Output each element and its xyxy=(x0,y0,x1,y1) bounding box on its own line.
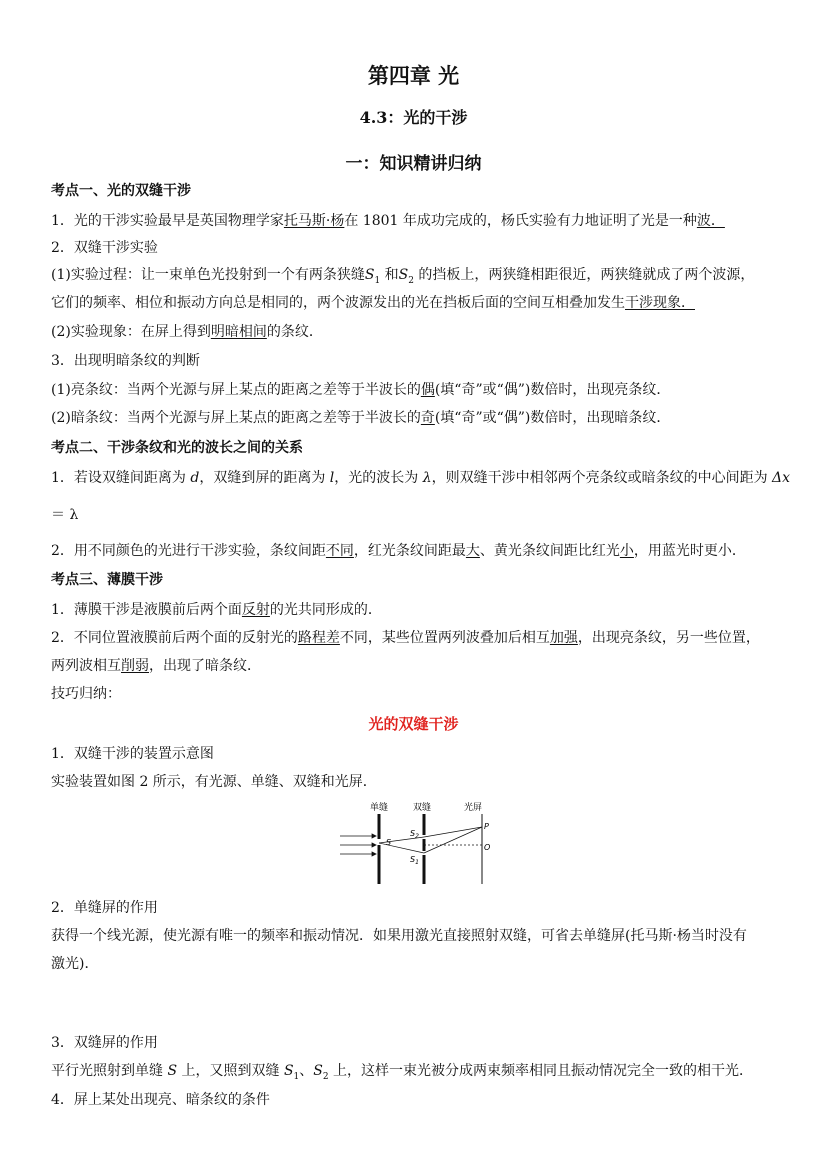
tips-s3-head: 3．双缝屏的作用 xyxy=(51,1035,158,1051)
k3-line1: 1．薄膜干涉是液膜前后两个面反射的光共同形成的． xyxy=(51,602,382,618)
k1-line6: 3．出现明暗条纹的判断 xyxy=(51,353,200,369)
tips-s2-line1: 获得一个线光源，使光源有唯一的频率和振动情况．如果用激光直接照射双缝，可省去单缝屏(托马斯·杨当时没有 xyxy=(51,928,747,944)
label-s: S xyxy=(386,838,392,847)
label-double-slit: 双缝 xyxy=(413,803,432,813)
tips-label: 技巧归纳： xyxy=(51,686,121,702)
tips-s1-head: 1．双缝干涉的装置示意图 xyxy=(51,746,214,762)
label-s2: $S_2$ xyxy=(410,829,419,840)
k1-line8: (2)暗条纹：当两个光源与屏上某点的距离之差等于半波长的奇(填“奇”或“偶”)数倍时，出现暗条纹． xyxy=(51,410,671,426)
part-title: 一：知识精讲归纳 xyxy=(345,154,482,174)
incoming-light-arrows xyxy=(340,834,376,856)
tips-s4-head: 4．屏上某处出现亮、暗条纹的条件 xyxy=(51,1092,270,1108)
k2-line1: 1．若设双缝间距离为 d，双缝到屏的距离为 l，光的波长为 λ，则双缝干涉中相邻两个亮条纹或暗条纹的中心间距为 Δx xyxy=(51,470,791,486)
tips-s2-head: 2．单缝屏的作用 xyxy=(51,900,158,916)
answer-interference: 干涉现象． xyxy=(625,295,695,311)
k1-line3: (1)实验过程：让一束单色光投射到一个有两条狭缝$S_1$ 和$S_2$ 的挡板上，两狭缝相距很近，两狭缝就成了两个波源， xyxy=(51,267,755,286)
answer-odd: 奇 xyxy=(420,410,435,426)
k1-line4: 它们的频率、相位和振动方向总是相同的，两个波源发出的光在挡板后面的空间互相叠加发生干涉现象． xyxy=(51,295,695,311)
k3-heading: 考点三、薄膜干涉 xyxy=(51,572,163,588)
k1-line5: (2)实验现象：在屏上得到明暗相间的条纹． xyxy=(51,324,323,340)
answer-fringes: 明暗相间 xyxy=(210,324,267,340)
k3-line2: 2．不同位置液膜前后两个面的反射光的路程差不同，某些位置两列波叠加后相互加强，出现亮条纹，另一些位置， xyxy=(51,630,760,646)
section-title: 4.3：光的干涉 xyxy=(359,108,468,127)
label-s1: $S_1$ xyxy=(410,855,419,866)
label-p: P xyxy=(484,822,489,831)
k3-line3: 两列波相互削弱，出现了暗条纹． xyxy=(51,658,261,674)
chapter-title: 第四章 光 xyxy=(367,63,460,88)
tips-title: 光的双缝干涉 xyxy=(368,715,459,733)
tips-s2-line2: 激光)． xyxy=(51,956,99,972)
k1-line7: (1)亮条纹：当两个光源与屏上某点的距离之差等于半波长的偶(填“奇”或“偶”)数倍时，出现亮条纹． xyxy=(51,382,671,398)
k1-line2: 2．双缝干涉实验 xyxy=(51,240,158,256)
tips-s1-text: 实验装置如图 2 所示，有光源、单缝、双缝和光屏． xyxy=(51,774,377,790)
k2-line3: 2．用不同颜色的光进行干涉实验，条纹间距不同，红光条纹间距最大、黄光条纹间距比红光小，用蓝光时更小． xyxy=(51,543,746,559)
double-slit-diagram xyxy=(330,798,500,888)
k1-line1: 1．光的干涉实验最早是英国物理学家托马斯·杨在 1801 年成功完成的，杨氏实验有力地证明了光是一种波． xyxy=(51,213,725,229)
light-rays xyxy=(379,827,482,853)
label-single-slit: 单缝 xyxy=(370,803,389,813)
slit-midpoint xyxy=(423,844,426,847)
label-screen: 光屏 xyxy=(464,803,483,813)
answer-even: 偶 xyxy=(420,382,435,398)
answer-thomas-young: 托马斯·杨 xyxy=(283,213,345,229)
label-o: O xyxy=(484,843,491,852)
k1-heading: 考点一、光的双缝干涉 xyxy=(51,183,191,199)
k2-heading: 考点二、干涉条纹和光的波长之间的关系 xyxy=(51,440,303,456)
k2-formula: ＝ λ xyxy=(51,507,79,523)
tips-s3-text: 平行光照射到单缝 S 上，又照到双缝 $S_1$、$S_2$ 上，这样一束光被分成两束频率相同且振动情况完全一致的相干光． xyxy=(51,1063,754,1082)
answer-wave: 波． xyxy=(696,213,725,229)
